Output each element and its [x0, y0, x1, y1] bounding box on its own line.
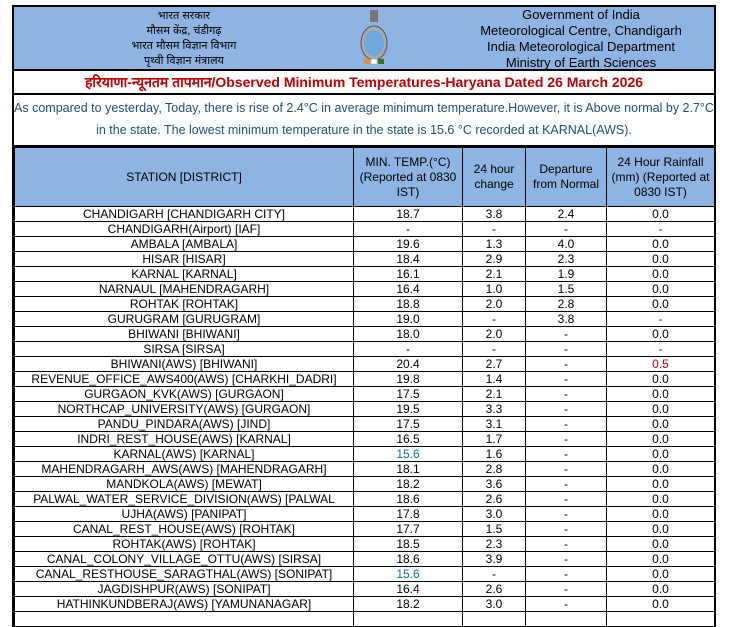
cell-rainfall: 0.0 [607, 327, 715, 342]
table-row [15, 432, 715, 447]
cell-departure: - [526, 567, 607, 582]
cell-change: 2.3 [463, 537, 526, 552]
table-row [15, 312, 715, 327]
cell-departure: - [526, 402, 607, 417]
cell-departure: 1.9 [526, 267, 607, 282]
cell-min-temp: 17.7 [354, 522, 463, 537]
cell-departure: - [526, 222, 607, 237]
hindi-header [74, 9, 294, 69]
cell-min-temp: 18.8 [354, 297, 463, 312]
cell-rainfall: 0.0 [607, 297, 715, 312]
cell-rainfall: 0.0 [607, 537, 715, 552]
cell-change: 3.8 [463, 207, 526, 222]
hindi-line: मौसम केंद्र, चंडीगढ़ [146, 25, 222, 37]
table-row [15, 477, 715, 492]
col-rainfall: 24 Hour Rainfall (mm) (Reported at 0830 IST) [607, 148, 715, 207]
cell-min-temp: 16.4 [354, 282, 463, 297]
table-row [15, 357, 715, 372]
table-row [15, 402, 715, 417]
cell-station: GURGAON_KVK(AWS) [GURGAON] [15, 387, 354, 402]
cell-rainfall: - [607, 312, 715, 327]
table-row [15, 342, 715, 357]
cell-station: JAGDISHPUR(AWS) [SONIPAT] [15, 582, 354, 597]
empty-cell [526, 612, 607, 627]
cell-change: 3.3 [463, 402, 526, 417]
table-row [15, 462, 715, 477]
table-row [15, 537, 715, 552]
cell-change: 1.3 [463, 237, 526, 252]
table-row [15, 492, 715, 507]
cell-rainfall: 0.0 [607, 402, 715, 417]
cell-min-temp: 16.5 [354, 432, 463, 447]
cell-min-temp: 17.5 [354, 387, 463, 402]
cell-station: BHIWANI(AWS) [BHIWANI] [15, 357, 354, 372]
cell-station: MANDKOLA(AWS) [MEWAT] [15, 477, 354, 492]
imd-emblem-icon [356, 9, 392, 67]
cell-station: NARNAUL [MAHENDRAGARH] [15, 282, 354, 297]
cell-min-temp: 18.6 [354, 492, 463, 507]
cell-rainfall: 0.0 [607, 282, 715, 297]
cell-min-temp: 18.4 [354, 252, 463, 267]
cell-min-temp: 18.6 [354, 552, 463, 567]
cell-station: CHANDIGARH(Airport) [IAF] [15, 222, 354, 237]
table-row [15, 597, 715, 612]
cell-rainfall: - [607, 222, 715, 237]
cell-station: AMBALA [AMBALA] [15, 237, 354, 252]
header-band [14, 7, 714, 71]
cell-departure: - [526, 342, 607, 357]
cell-rainfall: 0.0 [607, 417, 715, 432]
table-row [15, 327, 715, 342]
table-row [15, 522, 715, 537]
table-row [15, 372, 715, 387]
cell-station: PANDU_PINDARA(AWS) [JIND] [15, 417, 354, 432]
cell-rainfall: 0.0 [607, 567, 715, 582]
report-sheet [12, 5, 716, 627]
hindi-line: भारत मौसम विज्ञान विभाग [131, 40, 237, 52]
table-row [15, 297, 715, 312]
table-row [15, 222, 715, 237]
cell-rainfall: 0.0 [607, 267, 715, 282]
cell-change: 2.6 [463, 582, 526, 597]
cell-departure: - [526, 372, 607, 387]
cell-departure: 1.5 [526, 282, 607, 297]
cell-rainfall: 0.0 [607, 597, 715, 612]
cell-change: 1.4 [463, 372, 526, 387]
cell-change: 2.0 [463, 327, 526, 342]
cell-change: 2.1 [463, 387, 526, 402]
cell-min-temp: 19.6 [354, 237, 463, 252]
cell-station: CANAL_RESTHOUSE_SARAGTHAL(AWS) [SONIPAT] [15, 567, 354, 582]
english-line: Ministry of Earth Sciences [505, 55, 657, 70]
cell-min-temp: 17.5 [354, 417, 463, 432]
cell-rainfall: 0.0 [607, 492, 715, 507]
table-row [15, 447, 715, 462]
cell-change: - [463, 342, 526, 357]
cell-departure: - [526, 477, 607, 492]
cell-station: CANAL_REST_HOUSE(AWS) [ROHTAK] [15, 522, 354, 537]
cell-rainfall: 0.0 [607, 237, 715, 252]
table-row [15, 207, 715, 222]
cell-min-temp: 18.2 [354, 597, 463, 612]
cell-departure: - [526, 447, 607, 462]
cell-change: 3.0 [463, 597, 526, 612]
cell-departure: - [526, 387, 607, 402]
cell-departure: - [526, 582, 607, 597]
cell-departure: - [526, 552, 607, 567]
cell-change: 1.6 [463, 447, 526, 462]
cell-rainfall: 0.0 [607, 432, 715, 447]
cell-change: 2.8 [463, 462, 526, 477]
cell-min-temp: 19.0 [354, 312, 463, 327]
english-header [456, 7, 706, 71]
cell-station: HATHINKUNDBERAJ(AWS) [YAMUNANAGAR] [15, 597, 354, 612]
hindi-line: पृथ्वी विज्ञान मंत्रालय [144, 55, 224, 67]
summary-text: As compared to yesterday, Today, there is rise of 2.4°C in average minimum temperature.However, it is Above normal by 2.7°C in the state. The lowest minimum temperature in the state is 15.6 °C recorded at KARNAL(AWS). [14, 95, 714, 147]
cell-min-temp: 15.6 [354, 447, 463, 462]
cell-departure: - [526, 507, 607, 522]
cell-rainfall: 0.0 [607, 582, 715, 597]
cell-station: HISAR [HISAR] [15, 252, 354, 267]
cell-departure: - [526, 432, 607, 447]
cell-change: 1.0 [463, 282, 526, 297]
cell-min-temp: 19.8 [354, 372, 463, 387]
cell-rainfall: 0.0 [607, 552, 715, 567]
cell-rainfall: 0.0 [607, 447, 715, 462]
cell-min-temp: 20.4 [354, 357, 463, 372]
cell-change: 2.1 [463, 267, 526, 282]
table-row [15, 282, 715, 297]
cell-departure: 2.8 [526, 297, 607, 312]
col-24h-change: 24 hour change [463, 148, 526, 207]
english-line: Meteorological Centre, Chandigarh [480, 23, 682, 38]
cell-change: - [463, 567, 526, 582]
cell-change: - [463, 222, 526, 237]
table-row [15, 552, 715, 567]
cell-change: 3.1 [463, 417, 526, 432]
cell-departure: - [526, 417, 607, 432]
empty-cell [354, 612, 463, 627]
table-row [15, 507, 715, 522]
table-row [15, 387, 715, 402]
cell-station: ROHTAK [ROHTAK] [15, 297, 354, 312]
cell-min-temp: 18.7 [354, 207, 463, 222]
cell-min-temp: - [354, 342, 463, 357]
cell-departure: 4.0 [526, 237, 607, 252]
cell-station: UJHA(AWS) [PANIPAT] [15, 507, 354, 522]
cell-station: GURUGRAM [GURUGRAM] [15, 312, 354, 327]
cell-rainfall: 0.0 [607, 372, 715, 387]
col-min-temp: MIN. TEMP.(°C) (Reported at 0830 IST) [354, 148, 463, 207]
cell-departure: - [526, 462, 607, 477]
cell-station: MAHENDRAGARH_AWS(AWS) [MAHENDRAGARH] [15, 462, 354, 477]
cell-station: INDRI_REST_HOUSE(AWS) [KARNAL] [15, 432, 354, 447]
empty-cell [15, 612, 354, 627]
cell-departure: 2.4 [526, 207, 607, 222]
cell-rainfall: 0.5 [607, 357, 715, 372]
cell-rainfall: 0.0 [607, 207, 715, 222]
cell-rainfall: 0.0 [607, 387, 715, 402]
cell-rainfall: 0.0 [607, 507, 715, 522]
cell-change: 3.0 [463, 507, 526, 522]
cell-departure: - [526, 327, 607, 342]
table-row [15, 417, 715, 432]
cell-station: REVENUE_OFFICE_AWS400(AWS) [CHARKHI_DADRI] [15, 372, 354, 387]
cell-station: NORTHCAP_UNIVERSITY(AWS) [GURGAON] [15, 402, 354, 417]
table-row [15, 267, 715, 282]
cell-min-temp: 16.4 [354, 582, 463, 597]
cell-min-temp: 18.2 [354, 477, 463, 492]
cell-departure: - [526, 522, 607, 537]
cell-station: CANAL_COLONY_VILLAGE_OTTU(AWS) [SIRSA] [15, 552, 354, 567]
cell-change: - [463, 312, 526, 327]
hindi-line: भारत सरकार [157, 10, 211, 22]
cell-change: 2.6 [463, 492, 526, 507]
cell-station: KARNAL(AWS) [KARNAL] [15, 447, 354, 462]
cell-min-temp: 18.0 [354, 327, 463, 342]
cell-departure: 2.3 [526, 252, 607, 267]
cell-station: KARNAL [KARNAL] [15, 267, 354, 282]
cell-change: 1.7 [463, 432, 526, 447]
cell-departure: - [526, 597, 607, 612]
cell-min-temp: - [354, 222, 463, 237]
cell-change: 1.5 [463, 522, 526, 537]
cell-change: 2.7 [463, 357, 526, 372]
cell-station: ROHTAK(AWS) [ROHTAK] [15, 537, 354, 552]
report-title: हरियाणा-न्यूनतम तापमान/Observed Minimum Temperatures-Haryana Dated 26 March 2026 [14, 71, 714, 95]
col-station: STATION [DISTRICT] [15, 148, 354, 207]
empty-row [15, 612, 715, 627]
cell-min-temp: 18.1 [354, 462, 463, 477]
english-line: Government of India [522, 7, 640, 22]
cell-departure: - [526, 492, 607, 507]
cell-station: CHANDIGARH [CHANDIGARH CITY] [15, 207, 354, 222]
cell-min-temp: 15.6 [354, 567, 463, 582]
cell-change: 3.9 [463, 552, 526, 567]
cell-rainfall: 0.0 [607, 522, 715, 537]
cell-min-temp: 19.5 [354, 402, 463, 417]
temperature-table [14, 147, 715, 627]
cell-min-temp: 17.8 [354, 507, 463, 522]
cell-station: PALWAL_WATER_SERVICE_DIVISION(AWS) [PALWAL [15, 492, 354, 507]
cell-station: BHIWANI [BHIWANI] [15, 327, 354, 342]
table-row [15, 237, 715, 252]
col-departure: Departure from Normal [526, 148, 607, 207]
cell-departure: - [526, 537, 607, 552]
cell-rainfall: 0.0 [607, 252, 715, 267]
english-line: India Meteorological Department [487, 39, 675, 54]
cell-rainfall: 0.0 [607, 477, 715, 492]
cell-min-temp: 16.1 [354, 267, 463, 282]
cell-rainfall: - [607, 342, 715, 357]
cell-departure: - [526, 357, 607, 372]
cell-station: SIRSA [SIRSA] [15, 342, 354, 357]
cell-min-temp: 18.5 [354, 537, 463, 552]
table-row [15, 567, 715, 582]
table-row [15, 582, 715, 597]
cell-departure: 3.8 [526, 312, 607, 327]
cell-change: 2.0 [463, 297, 526, 312]
cell-rainfall: 0.0 [607, 462, 715, 477]
table-row [15, 252, 715, 267]
cell-change: 3.6 [463, 477, 526, 492]
empty-cell [463, 612, 526, 627]
cell-change: 2.9 [463, 252, 526, 267]
empty-cell [607, 612, 715, 627]
